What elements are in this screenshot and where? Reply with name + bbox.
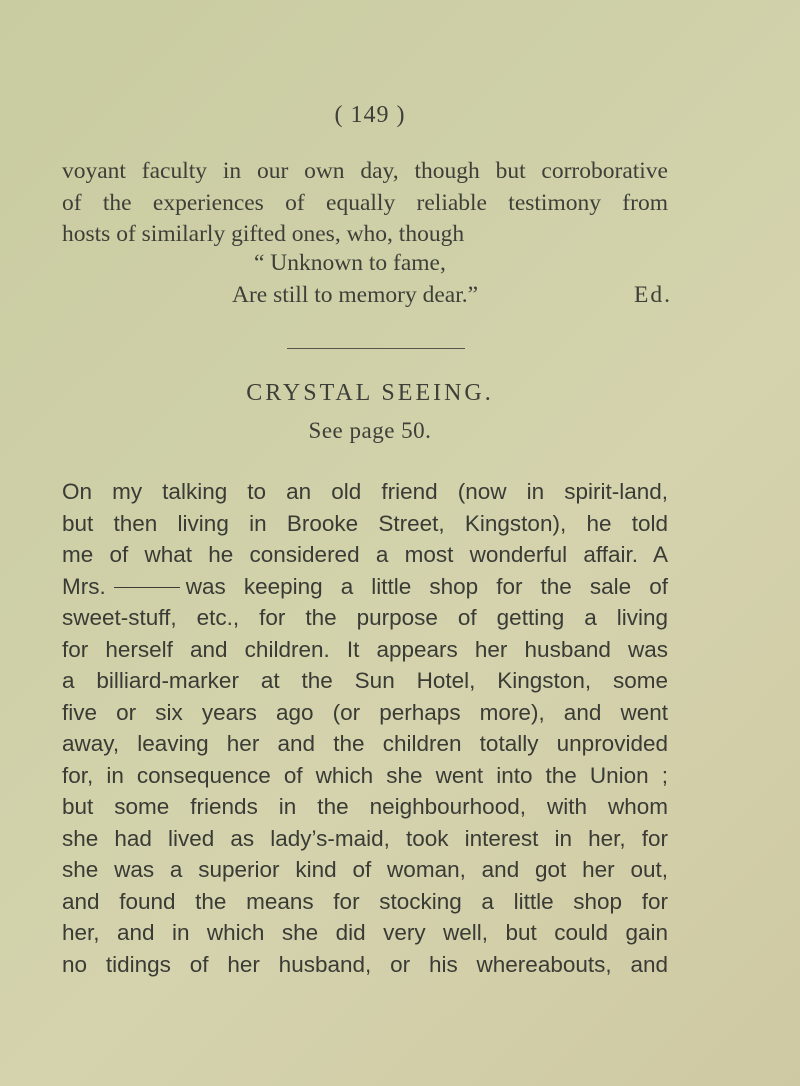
body-line: sweet-stuff, etc., for the purpose of getting a living (62, 605, 668, 630)
body-line: no tidings of her husband, or his whereabouts, and (62, 951, 668, 977)
poem-quote (232, 248, 672, 311)
intro-line: hosts of similarly gifted ones, who, though (62, 221, 465, 247)
body-line: five or six years ago (or perhaps more), and went (62, 699, 668, 725)
intro-paragraph (62, 156, 668, 251)
body-paragraph (62, 476, 668, 980)
body-line: On my talking to an old friend (now in spirit-land, (62, 479, 668, 504)
body-line: and found the means for stocking a little shop for (62, 888, 668, 914)
section-divider (287, 348, 465, 349)
page-number: ( 149 ) (334, 102, 406, 128)
body-line: me of what he considered a most wonderful affair. A (62, 542, 668, 567)
body-line: for herself and children. It appears her husband was (62, 636, 668, 662)
body-line-with-dash (62, 571, 668, 603)
section-heading: CRYSTAL SEEING. (246, 380, 494, 406)
body-line: she was a superior kind of woman, and got her out, (62, 857, 668, 882)
poem-line: “ Unknown to fame, (254, 250, 446, 276)
body-line: a billiard-marker at the Sun Hotel, Kingston, some (62, 668, 668, 693)
body-line: she had lived as lady’s-maid, took interest in her, for (62, 825, 668, 851)
editor-signature: Ed. (634, 281, 672, 308)
body-line: but then living in Brooke Street, Kingston), he told (62, 510, 668, 536)
intro-line: of the experiences of equally reliable testimony from (62, 189, 668, 216)
body-line: for, in consequence of which she went into the Union ; (62, 762, 668, 788)
body-line-fragment: Mrs. (62, 573, 106, 599)
redaction-dash (114, 587, 180, 588)
body-line: away, leaving her and the children totally unprovided (62, 731, 668, 756)
intro-line: voyant faculty in our own day, though but corroborative (62, 158, 668, 184)
poem-line: Are still to memory dear.” (232, 281, 479, 308)
body-line: but some friends in the neighbourhood, with whom (62, 794, 668, 819)
body-line: her, and in which she did very well, but could gain (62, 920, 668, 945)
body-line-fragment: was keeping a little shop for the sale of (185, 573, 668, 599)
section-subheading: See page 50. (308, 418, 432, 443)
